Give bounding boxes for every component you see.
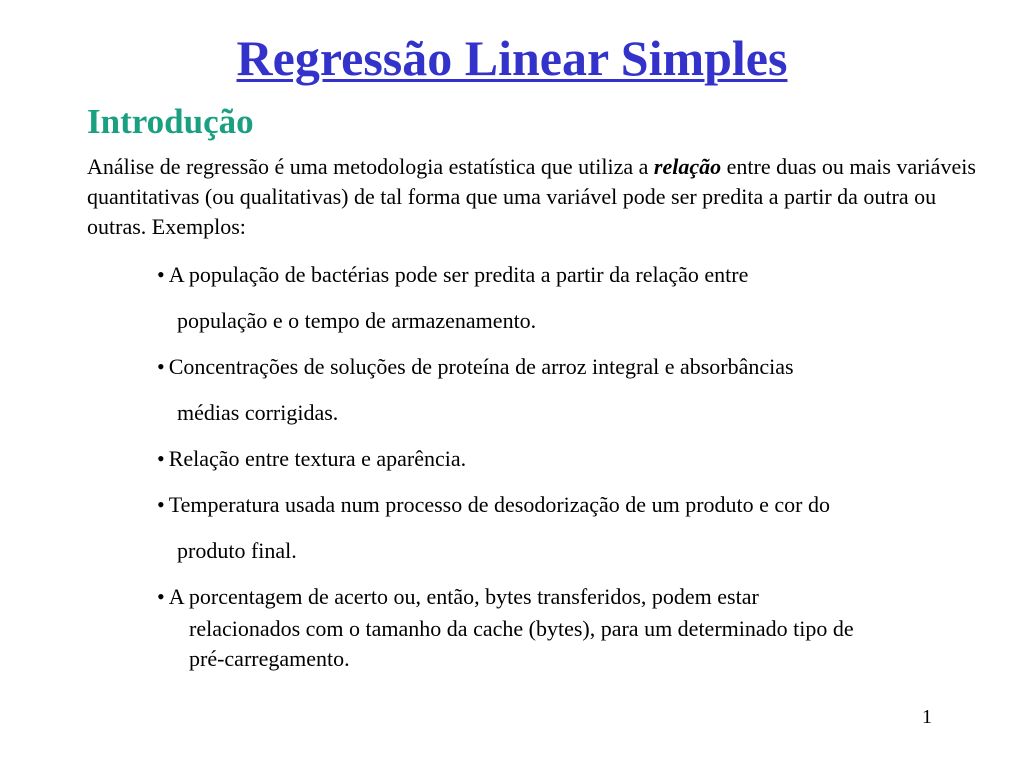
bullet-icon: • [157,492,165,517]
bullet-icon: • [157,354,165,379]
slide-title [0,28,1024,88]
section-heading: Introdução [87,102,254,141]
list-item [157,490,830,520]
list-item [157,444,466,474]
intro-paragraph [87,152,987,242]
intro-text-part1: Análise de regressão é uma metodologia estatística que utiliza a [87,154,654,179]
intro-emphasis: relação [653,154,722,179]
list-item-text: Temperatura usada num processo de desodorização de um produto e cor do [168,492,830,517]
list-item-text: A população de bactérias pode ser predita a partir da relação entre [168,262,749,287]
list-item-continuation: pré-carregamento. [189,646,350,671]
list-item-continuation: médias corrigidas. [177,400,339,425]
page-number: 1 [922,706,932,728]
bullet-icon: • [157,262,165,287]
list-item-text: Concentrações de soluções de proteína de arroz integral e absorbâncias [168,354,794,379]
list-item-continuation: relacionados com o tamanho da cache (bytes), para um determinado tipo de [189,616,854,641]
bullet-icon: • [157,446,165,471]
list-item-continuation: produto final. [177,538,297,563]
list-item [157,582,759,612]
list-item-continuation: população e o tempo de armazenamento. [177,308,537,333]
list-item [157,352,794,382]
list-item [157,260,748,290]
intro-text-part2: entre duas ou mais variáveis quantitativas (ou qualitativas) de tal forma que uma variável pode ser predita a partir da outra ou outras. Exemplos: [87,154,976,239]
list-item-text: A porcentagem de acerto ou, então, bytes transferidos, podem estar [168,584,759,609]
list-item-text: Relação entre textura e aparência. [168,446,467,471]
bullet-icon: • [157,584,165,609]
slide-title-text: Regressão Linear Simples [236,30,788,86]
